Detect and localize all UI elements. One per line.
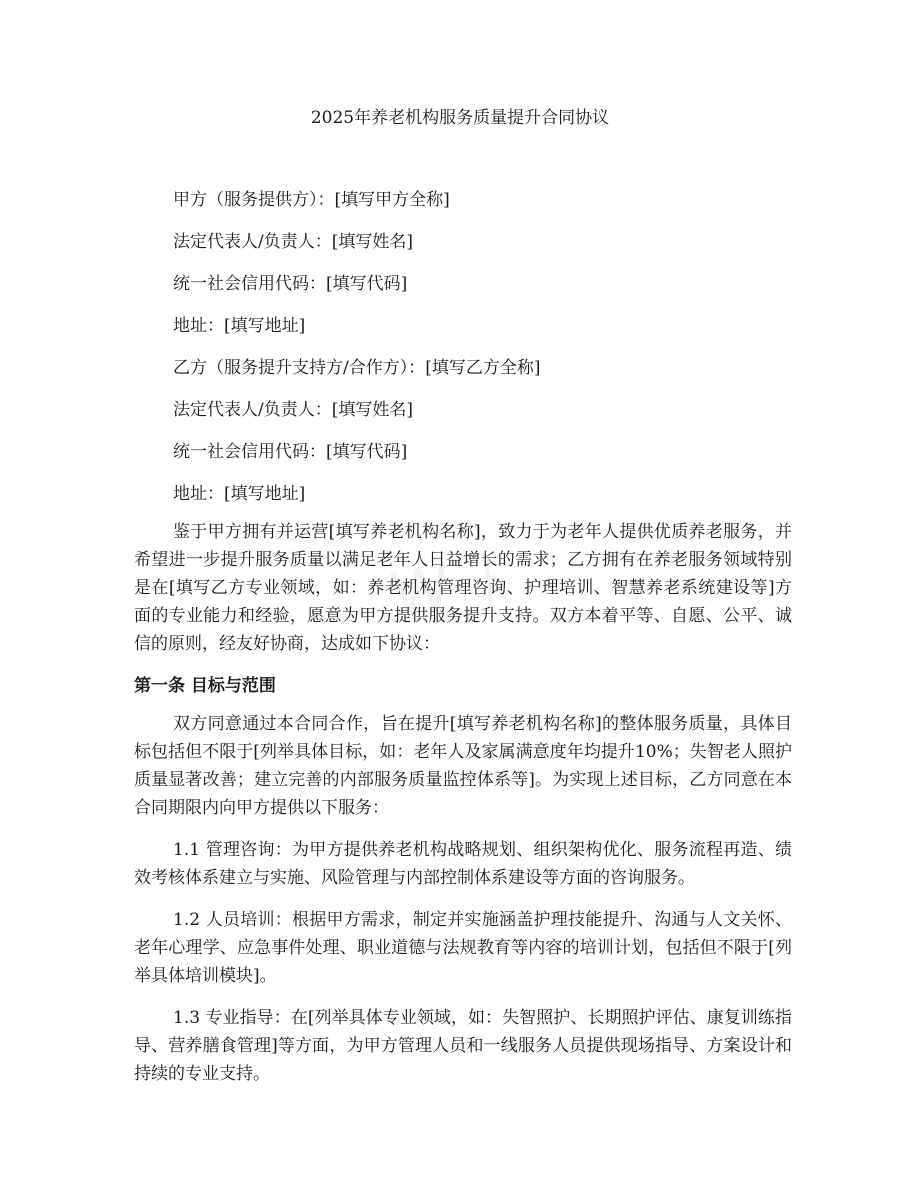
clause-1-3: 1.3 专业指导：在[列举具体专业领域，如：失智照护、长期照护评估、康复训练指导、营养膳食管理]等方面，为甲方管理人员和一线服务人员提供现场指导、方案设计和持续的专业支持。	[134, 1008, 792, 1084]
party-b-name: 乙方（服务提升支持方/合作方）：[填写乙方全称]	[173, 358, 541, 378]
party-b-representative: 法定代表人/负责人：[填写姓名]	[173, 400, 413, 420]
party-a-address: 地址：[填写地址]	[173, 316, 306, 336]
party-a-credit-code: 统一社会信用代码：[填写代码]	[173, 274, 408, 294]
party-b-credit-code: 统一社会信用代码：[填写代码]	[173, 442, 408, 462]
article-1-intro: 双方同意通过本合同合作，旨在提升[填写养老机构名称]的整体服务质量，具体目标包括但不限于[列举具体目标，如：老年人及家属满意度年均提升10%；失智老人照护质量显著改善；建立完善的内部服务质量监控体系等]。为实现上述目标，乙方同意在本合同期限内向甲方提供以下服务：	[134, 714, 792, 818]
clause-1-1: 1.1 管理咨询：为甲方提供养老机构战略规划、组织架构优化、服务流程再造、绩效考核体系建立与实施、风险管理与内部控制体系建设等方面的咨询服务。	[134, 840, 792, 888]
party-a-name: 甲方（服务提供方）：[填写甲方全称]	[173, 190, 450, 210]
clause-1-2: 1.2 人员培训：根据甲方需求，制定并实施涵盖护理技能提升、沟通与人文关怀、老年心理学、应急事件处理、职业道德与法规教育等内容的培训计划，包括但不限于[列举具体培训模块]。	[134, 910, 792, 986]
party-a-representative: 法定代表人/负责人：[填写姓名]	[173, 232, 413, 252]
document-title: 2025年养老机构服务质量提升合同协议	[310, 108, 610, 128]
party-b-address: 地址：[填写地址]	[173, 484, 306, 504]
preamble-paragraph: 鉴于甲方拥有并运营[填写养老机构名称]，致力于为老年人提供优质养老服务，并希望进一步提升服务质量以满足老年人日益增长的需求；乙方拥有在养老服务领域特别是在[填写乙方专业领域，如：养老机构管理咨询、护理培训、智慧养老系统建设等]方面的专业能力和经验，愿意为甲方提供服务提升支持。双方本着平等、自愿、公平、诚信的原则，经友好协商，达成如下协议：	[134, 522, 792, 654]
article-1-heading: 第一条 目标与范围	[134, 676, 276, 696]
watermark: W ﾄ	[386, 544, 516, 631]
